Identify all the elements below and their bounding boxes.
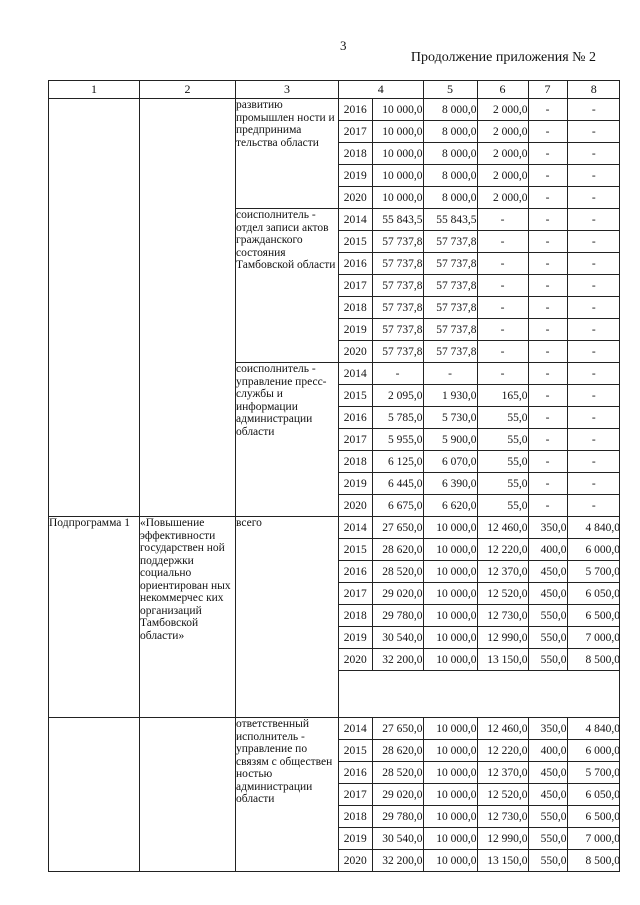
group-values [339, 363, 620, 517]
value-cell: 6 000,0 [567, 539, 620, 561]
value-cell: - [528, 99, 567, 121]
value-cell: 10 000,0 [372, 143, 423, 165]
year-cell: 2015 [339, 539, 372, 561]
table-row [339, 828, 620, 850]
value-cell: 28 620,0 [372, 740, 423, 762]
values-table [339, 718, 620, 871]
table-row [339, 231, 620, 253]
values-table [339, 363, 620, 516]
value-cell: 57 737,8 [372, 231, 423, 253]
value-cell: 5 730,0 [423, 407, 477, 429]
value-cell: 30 540,0 [372, 627, 423, 649]
group-col1 [49, 718, 140, 872]
table-group [49, 363, 620, 517]
header-cell-2: 2 [140, 81, 236, 99]
value-cell: 2 095,0 [372, 385, 423, 407]
year-cell: 2020 [339, 495, 372, 517]
value-cell: - [528, 473, 567, 495]
value-cell: - [528, 231, 567, 253]
value-cell: 8 500,0 [567, 649, 620, 671]
value-cell: - [528, 187, 567, 209]
value-cell: 7 000,0 [567, 627, 620, 649]
value-cell: 10 000,0 [423, 740, 477, 762]
value-cell: - [567, 143, 620, 165]
value-cell: 10 000,0 [423, 762, 477, 784]
table-row [339, 627, 620, 649]
value-cell: - [567, 165, 620, 187]
group-col1 [49, 99, 140, 209]
value-cell: 450,0 [528, 784, 567, 806]
value-cell: - [477, 275, 528, 297]
year-cell: 2016 [339, 762, 372, 784]
header-cell-1: 1 [49, 81, 140, 99]
value-cell: 57 737,8 [423, 297, 477, 319]
value-cell: - [567, 407, 620, 429]
value-cell: 12 370,0 [477, 762, 528, 784]
value-cell: 55,0 [477, 473, 528, 495]
value-cell: 10 000,0 [423, 649, 477, 671]
table-row [339, 784, 620, 806]
value-cell: - [528, 495, 567, 517]
value-cell: - [591, 345, 596, 358]
values-table [339, 517, 620, 717]
value-cell: 29 780,0 [372, 605, 423, 627]
value-cell: 30 540,0 [372, 828, 423, 850]
value-cell: 5 700,0 [567, 762, 620, 784]
value-cell: 10 000,0 [423, 561, 477, 583]
value-cell: - [567, 451, 620, 473]
value-cell: 12 990,0 [477, 828, 528, 850]
header-inner [339, 81, 620, 98]
value-cell: 400,0 [528, 740, 567, 762]
value-cell: 450,0 [528, 583, 567, 605]
value-cell: 4 840,0 [567, 517, 620, 539]
value-cell: 57 737,8 [423, 253, 477, 275]
value-cell: 12 520,0 [477, 583, 528, 605]
group-col1: Подпрограмма 1 [49, 517, 140, 718]
value-cell: 57 737,8 [423, 341, 477, 363]
value-cell: - [567, 231, 620, 253]
table-row [339, 850, 620, 872]
value-cell: 6 500,0 [567, 605, 620, 627]
year-cell: 2020 [339, 187, 372, 209]
value-cell: 10 000,0 [423, 850, 477, 872]
value-cell: 6 675,0 [372, 495, 423, 517]
year-cell: 2017 [339, 121, 372, 143]
group-col3: ответственный исполнитель - управление по связям с обществен ностью администрации области [236, 718, 339, 872]
group-values [339, 718, 620, 872]
value-cell: 6 445,0 [372, 473, 423, 495]
value-cell: 57 737,8 [423, 319, 477, 341]
header-cell-7: 7 [528, 81, 567, 98]
value-cell: - [528, 319, 567, 341]
values-table [339, 209, 620, 362]
group-col2 [140, 718, 236, 872]
value-cell: - [477, 363, 528, 385]
value-cell: 350,0 [528, 718, 567, 740]
value-cell: - [591, 499, 596, 512]
value-cell: 12 460,0 [477, 517, 528, 539]
value-cell: 10 000,0 [372, 99, 423, 121]
year-cell: 2018 [339, 806, 372, 828]
table-group [49, 209, 620, 363]
value-cell: 5 900,0 [423, 429, 477, 451]
year-cell: 2019 [339, 627, 372, 649]
value-cell: - [528, 407, 567, 429]
table-row [339, 319, 620, 341]
table-group [49, 517, 620, 718]
value-cell: - [567, 99, 620, 121]
value-cell: - [477, 319, 528, 341]
header-cell-4: 4 [339, 81, 423, 98]
group-values [339, 209, 620, 363]
value-cell: 6 050,0 [567, 583, 620, 605]
value-cell: - [567, 429, 620, 451]
value-cell: 57 737,8 [372, 319, 423, 341]
funding-table [48, 80, 620, 872]
value-cell: 450,0 [528, 561, 567, 583]
value-cell: - [567, 253, 620, 275]
value-cell: 550,0 [528, 605, 567, 627]
value-cell: - [567, 319, 620, 341]
group-col2 [140, 209, 236, 363]
value-cell: 6 500,0 [567, 806, 620, 828]
year-cell: 2015 [339, 231, 372, 253]
value-cell: 27 650,0 [372, 517, 423, 539]
value-cell: 12 370,0 [477, 561, 528, 583]
value-cell: 57 737,8 [372, 297, 423, 319]
year-cell: 2017 [339, 784, 372, 806]
table-row [339, 583, 620, 605]
value-cell: - [528, 253, 567, 275]
value-cell: - [591, 191, 596, 204]
header-cell-4-8 [339, 81, 620, 99]
table-row [339, 451, 620, 473]
value-cell: 10 000,0 [423, 627, 477, 649]
value-cell: 29 020,0 [372, 784, 423, 806]
value-cell: 55 843,5 [423, 209, 477, 231]
value-cell: 5 700,0 [567, 561, 620, 583]
group-col2 [140, 99, 236, 209]
value-cell: 10 000,0 [423, 828, 477, 850]
value-cell: 55,0 [477, 451, 528, 473]
year-cell: 2016 [339, 407, 372, 429]
table-row [339, 539, 620, 561]
value-cell: 10 000,0 [423, 718, 477, 740]
value-cell: 8 000,0 [423, 187, 477, 209]
table-row [339, 121, 620, 143]
value-cell: - [528, 363, 567, 385]
value-cell: 5 955,0 [372, 429, 423, 451]
table-row [339, 740, 620, 762]
value-cell: 12 220,0 [477, 740, 528, 762]
group-col3: развитию промышлен ности и предпринима тельства области [236, 99, 339, 209]
value-cell: 10 000,0 [372, 165, 423, 187]
value-cell: 8 000,0 [423, 99, 477, 121]
year-cell: 2019 [339, 165, 372, 187]
value-cell: 28 520,0 [372, 762, 423, 784]
header-cell-5: 5 [423, 81, 477, 98]
value-cell: 6 050,0 [567, 784, 620, 806]
value-cell: 55,0 [477, 429, 528, 451]
value-cell: 4 840,0 [567, 718, 620, 740]
value-cell: - [528, 143, 567, 165]
group-col1 [49, 363, 140, 517]
value-cell: 12 730,0 [477, 605, 528, 627]
value-cell: 13 150,0 [477, 649, 528, 671]
year-cell: 2020 [339, 341, 372, 363]
year-cell: 2019 [339, 473, 372, 495]
value-cell: 7 000,0 [567, 828, 620, 850]
value-cell: - [528, 297, 567, 319]
value-cell: - [477, 231, 528, 253]
value-cell: 57 737,8 [423, 275, 477, 297]
value-cell: 13 150,0 [477, 850, 528, 872]
table-row [339, 143, 620, 165]
table-row [339, 165, 620, 187]
value-cell: 165,0 [477, 385, 528, 407]
year-cell: 2014 [339, 209, 372, 231]
year-cell: 2014 [339, 718, 372, 740]
values-table [339, 99, 620, 208]
value-cell: 57 737,8 [372, 341, 423, 363]
year-cell: 2020 [339, 649, 372, 671]
table-row [339, 806, 620, 828]
table-row [339, 649, 620, 671]
table-row [339, 407, 620, 429]
header-cell-6: 6 [477, 81, 528, 98]
group-col2 [140, 363, 236, 517]
value-cell: 10 000,0 [423, 605, 477, 627]
value-cell: - [372, 363, 423, 385]
table-row [339, 517, 620, 539]
value-cell: 28 620,0 [372, 539, 423, 561]
year-cell: 2019 [339, 828, 372, 850]
table-row [339, 275, 620, 297]
value-cell: 10 000,0 [423, 517, 477, 539]
value-cell: 55,0 [477, 407, 528, 429]
year-cell: 2017 [339, 429, 372, 451]
table-row [339, 363, 620, 385]
value-cell: 2 000,0 [477, 187, 528, 209]
value-cell: - [528, 429, 567, 451]
value-cell: 550,0 [528, 649, 567, 671]
group-values [339, 99, 620, 209]
value-cell: 6 620,0 [423, 495, 477, 517]
value-cell: - [567, 473, 620, 495]
value-cell: 10 000,0 [423, 539, 477, 561]
table-row [339, 495, 620, 517]
header-cell-8: 8 [590, 82, 597, 96]
value-cell: - [528, 451, 567, 473]
year-cell: 2018 [339, 143, 372, 165]
value-cell: 400,0 [528, 539, 567, 561]
header-row [49, 81, 620, 99]
value-cell: 12 460,0 [477, 718, 528, 740]
year-cell: 2018 [339, 605, 372, 627]
value-cell: - [477, 253, 528, 275]
group-col1 [49, 209, 140, 363]
value-cell: 29 780,0 [372, 806, 423, 828]
value-cell: 27 650,0 [372, 718, 423, 740]
year-cell: 2015 [339, 385, 372, 407]
group-col2: «Повышение эффективности государствен ной поддержки социально ориентирован ных некоммерчес ких организаций Тамбовской области» [140, 517, 236, 718]
value-cell: - [567, 275, 620, 297]
table-row [339, 473, 620, 495]
value-cell: 2 000,0 [477, 121, 528, 143]
year-cell: 2014 [339, 517, 372, 539]
table-row [339, 429, 620, 451]
value-cell: 350,0 [528, 517, 567, 539]
value-cell: 2 000,0 [477, 143, 528, 165]
value-cell: 12 520,0 [477, 784, 528, 806]
value-cell: - [477, 209, 528, 231]
value-cell: 6 390,0 [423, 473, 477, 495]
year-cell: 2017 [339, 583, 372, 605]
group-col3: соисполнитель - управление пресс-службы и информации администрации области [236, 363, 339, 517]
value-cell: - [528, 385, 567, 407]
header-cell-3: 3 [236, 81, 339, 99]
group-col3: соисполнитель - отдел записи актов гражданского состояния Тамбовской области [236, 209, 339, 363]
year-cell: 2016 [339, 99, 372, 121]
value-cell: 2 000,0 [477, 99, 528, 121]
value-cell: 1 930,0 [423, 385, 477, 407]
value-cell: - [477, 341, 528, 363]
year-cell: 2018 [339, 451, 372, 473]
value-cell: 28 520,0 [372, 561, 423, 583]
value-cell: - [477, 297, 528, 319]
value-cell: 12 990,0 [477, 627, 528, 649]
group-col3: всего [236, 517, 339, 718]
value-cell: - [567, 121, 620, 143]
value-cell: 57 737,8 [372, 253, 423, 275]
value-cell: 8 000,0 [423, 143, 477, 165]
value-cell: - [423, 363, 477, 385]
table-row [339, 605, 620, 627]
value-cell: 10 000,0 [372, 121, 423, 143]
value-cell: - [528, 275, 567, 297]
value-cell: 32 200,0 [372, 649, 423, 671]
continuation-title: Продолжение приложения № 2 [410, 50, 596, 65]
spacer-row [339, 671, 620, 718]
value-cell: 32 200,0 [372, 850, 423, 872]
value-cell: 12 730,0 [477, 806, 528, 828]
value-cell: - [528, 121, 567, 143]
value-cell: 29 020,0 [372, 583, 423, 605]
year-cell: 2020 [339, 850, 372, 872]
value-cell: 12 220,0 [477, 539, 528, 561]
year-cell: 2017 [339, 275, 372, 297]
value-cell: - [528, 209, 567, 231]
table-group [49, 99, 620, 209]
table-row [339, 341, 620, 363]
value-cell: 57 737,8 [423, 231, 477, 253]
value-cell: 55,0 [477, 495, 528, 517]
table-row [339, 718, 620, 740]
value-cell: 8 000,0 [423, 165, 477, 187]
page-number: 3 [340, 38, 347, 53]
table-row [339, 253, 620, 275]
year-cell: 2015 [339, 740, 372, 762]
value-cell: 550,0 [528, 850, 567, 872]
value-cell: 10 000,0 [423, 806, 477, 828]
table-row [339, 385, 620, 407]
table-group [49, 718, 620, 872]
value-cell: 10 000,0 [423, 784, 477, 806]
value-cell: 10 000,0 [423, 583, 477, 605]
value-cell: 550,0 [528, 627, 567, 649]
table-row [339, 187, 620, 209]
table-row [339, 762, 620, 784]
value-cell: 550,0 [528, 828, 567, 850]
table-row [339, 297, 620, 319]
value-cell: 5 785,0 [372, 407, 423, 429]
table-row [339, 561, 620, 583]
value-cell: - [528, 165, 567, 187]
value-cell: 55 843,5 [372, 209, 423, 231]
table-body [49, 81, 620, 872]
value-cell: 2 000,0 [477, 165, 528, 187]
year-cell: 2018 [339, 297, 372, 319]
table-row [339, 209, 620, 231]
value-cell: 57 737,8 [372, 275, 423, 297]
value-cell: 6 125,0 [372, 451, 423, 473]
value-cell: 6 070,0 [423, 451, 477, 473]
group-values [339, 517, 620, 718]
value-cell: 8 500,0 [585, 854, 620, 867]
value-cell: 550,0 [528, 806, 567, 828]
value-cell: - [567, 297, 620, 319]
value-cell: 6 000,0 [567, 740, 620, 762]
value-cell: - [528, 341, 567, 363]
value-cell: - [567, 363, 620, 385]
year-cell: 2019 [339, 319, 372, 341]
value-cell: 450,0 [528, 762, 567, 784]
value-cell: 10 000,0 [372, 187, 423, 209]
value-cell: - [567, 385, 620, 407]
year-cell: 2014 [339, 363, 372, 385]
value-cell: 8 000,0 [423, 121, 477, 143]
year-cell: 2016 [339, 561, 372, 583]
table-row [339, 99, 620, 121]
year-cell: 2016 [339, 253, 372, 275]
value-cell: - [567, 209, 620, 231]
